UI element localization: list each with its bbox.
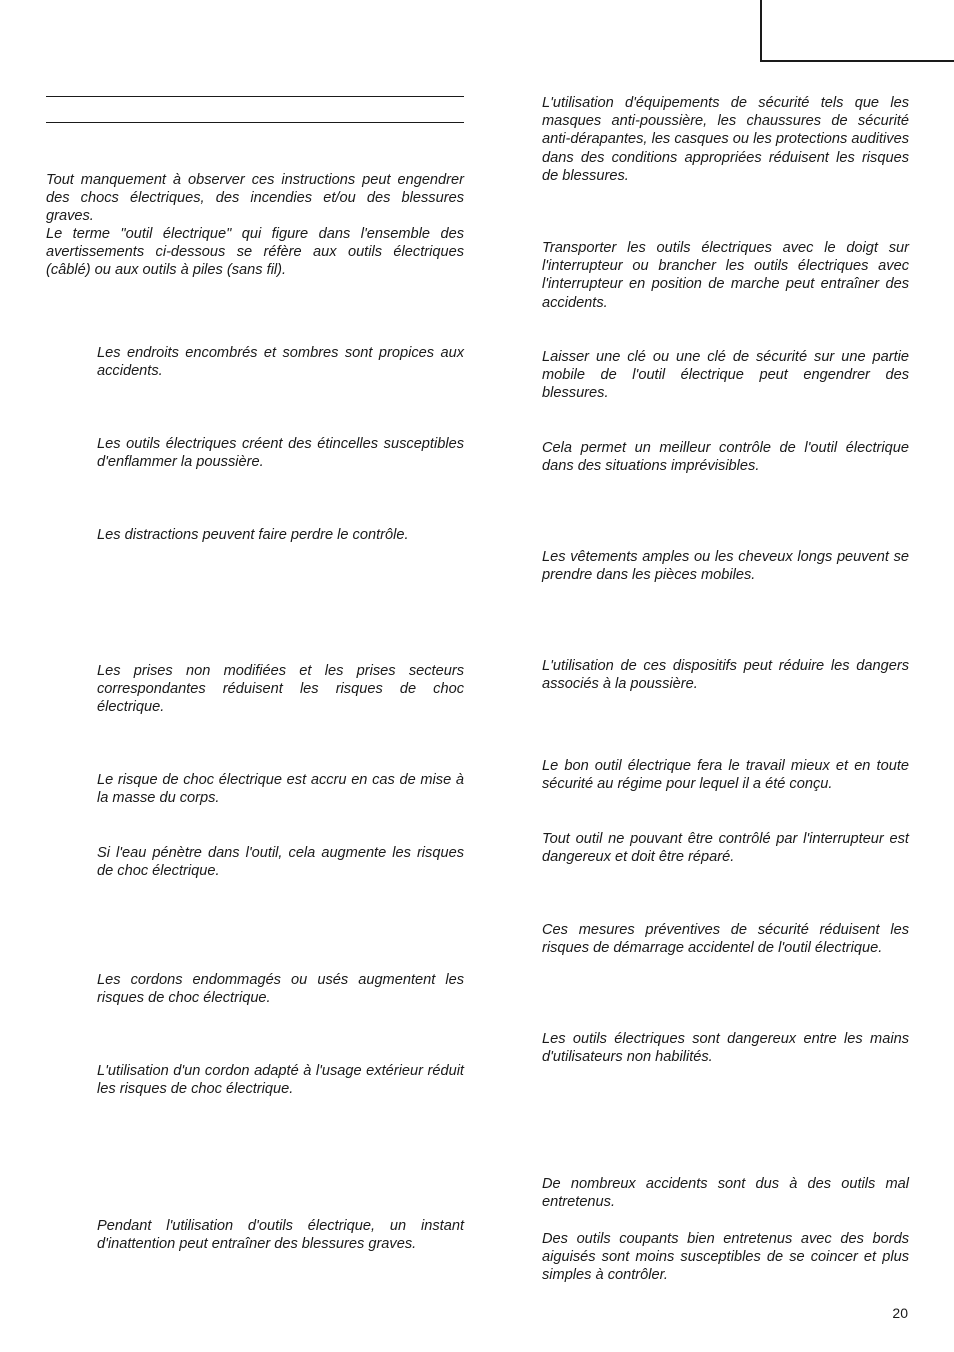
left-paragraph: Les outils électriques créent des étincelles susceptibles d'enflammer la poussière. — [97, 436, 464, 471]
right-paragraph: Le bon outil électrique fera le travail mieux et en toute sécurité au régime pour lequel il a été conçu. — [542, 758, 909, 793]
right-paragraph: Ces mesures préventives de sécurité réduisent les risques de démarrage accidentel de l'outil électrique. — [542, 922, 909, 957]
intro-paragraph-1: Tout manquement à observer ces instructions peut engendrer des chocs électriques, des incendies et/ou des blessures graves. — [46, 172, 464, 225]
language-tab-box — [760, 0, 954, 62]
left-paragraph: Pendant l'utilisation d'outils électrique, un instant d'inattention peut entraîner des blessures graves. — [97, 1218, 464, 1253]
right-paragraph: Cela permet un meilleur contrôle de l'outil électrique dans des situations imprévisibles. — [542, 440, 909, 475]
left-paragraph: Les cordons endommagés ou usés augmentent les risques de choc électrique. — [97, 972, 464, 1007]
left-paragraph: Les endroits encombrés et sombres sont propices aux accidents. — [97, 345, 464, 380]
right-paragraph: Les vêtements amples ou les cheveux longs peuvent se prendre dans les pièces mobiles. — [542, 549, 909, 584]
left-paragraph: Le risque de choc électrique est accru en cas de mise à la masse du corps. — [97, 772, 464, 807]
left-paragraph: Les distractions peuvent faire perdre le contrôle. — [97, 527, 409, 543]
left-paragraph: Si l'eau pénètre dans l'outil, cela augmente les risques de choc électrique. — [97, 845, 464, 880]
right-paragraph: Laisser une clé ou une clé de sécurité sur une partie mobile de l'outil électrique peut engendrer des blessures. — [542, 349, 909, 402]
left-paragraph: L'utilisation d'un cordon adapté à l'usage extérieur réduit les risques de choc électrique. — [97, 1063, 464, 1098]
right-paragraph: Les outils électriques sont dangereux entre les mains d'utilisateurs non habilités. — [542, 1031, 909, 1066]
right-paragraph: Tout outil ne pouvant être contrôlé par l'interrupteur est dangereux et doit être réparé. — [542, 831, 909, 866]
right-paragraph: L'utilisation d'équipements de sécurité tels que les masques anti-poussière, les chaussures de sécurité anti-dérapantes, les casques ou les protections auditives dans des conditions appropriées réduisent les risques de blessures. — [542, 95, 909, 184]
right-paragraph: De nombreux accidents sont dus à des outils mal entretenus. — [542, 1176, 909, 1211]
right-paragraph: L'utilisation de ces dispositifs peut réduire les dangers associés à la poussière. — [542, 658, 909, 693]
page-number: 20 — [892, 1305, 908, 1321]
right-paragraph: Des outils coupants bien entretenus avec des bords aiguisés sont moins susceptibles de se coincer et plus simples à contrôler. — [542, 1231, 909, 1284]
intro-paragraph-2: Le terme "outil électrique" qui figure dans l'ensemble des avertissements ci-dessous se réfère aux outils électriques (câblé) ou aux outils à piles (sans fil). — [46, 226, 464, 279]
right-paragraph: Transporter les outils électriques avec le doigt sur l'interrupteur ou brancher les outils électriques avec l'interrupteur en position de marche peut entraîner des accidents. — [542, 240, 909, 311]
header-rule-top — [46, 96, 464, 97]
left-paragraph: Les prises non modifiées et les prises secteurs correspondantes réduisent les risques de choc électrique. — [97, 663, 464, 716]
header-rule-bottom — [46, 122, 464, 123]
